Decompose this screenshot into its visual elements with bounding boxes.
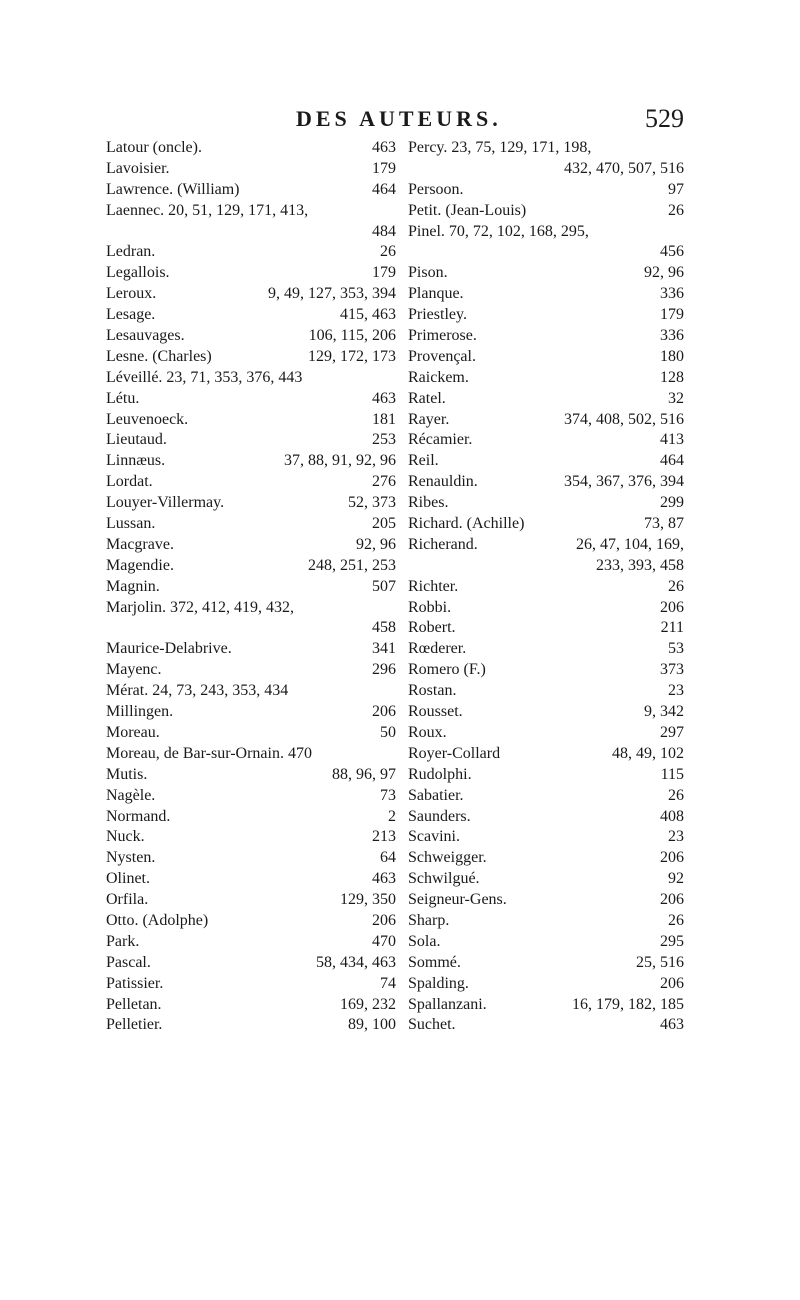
index-entry <box>106 577 396 598</box>
page-references: 37, 88, 91, 92, 96 <box>284 452 396 470</box>
author-name: Park. <box>106 932 140 950</box>
right-index-column <box>408 138 684 1036</box>
page-references: 23 <box>668 828 684 846</box>
page-references: 484 <box>372 222 396 240</box>
index-entry <box>408 639 684 660</box>
author-name: Magendie. <box>106 556 174 574</box>
author-name: Schweigger. <box>408 849 487 867</box>
author-name: Normand. <box>106 807 171 825</box>
page-references: 408 <box>660 807 684 825</box>
index-entry <box>106 410 396 431</box>
author-name: Otto. (Adolphe) <box>106 911 209 929</box>
author-name: Sommé. <box>408 953 461 971</box>
index-entry <box>106 807 396 828</box>
index-entry <box>106 514 396 535</box>
page-references: 432, 470, 507, 516 <box>564 159 684 177</box>
author-name: Pinel. 70, 72, 102, 168, 295, <box>408 222 589 240</box>
index-entry <box>106 953 396 974</box>
index-entry <box>106 138 396 159</box>
author-name: Schwilgué. <box>408 870 480 888</box>
author-name: Ledran. <box>106 243 156 261</box>
author-name: Moreau, de Bar-sur-Ornain. 470 <box>106 744 312 762</box>
page-references: 354, 367, 376, 394 <box>564 473 684 491</box>
index-entry <box>408 284 684 305</box>
author-name: Pascal. <box>106 953 151 971</box>
index-entry <box>106 639 396 660</box>
index-entry <box>106 326 396 347</box>
page-references: 32 <box>668 389 684 407</box>
page-references: 206 <box>660 598 684 616</box>
author-name: Lesne. (Charles) <box>106 347 212 365</box>
index-entry <box>408 472 684 493</box>
page-references: 181 <box>372 410 396 428</box>
page-references: 26, 47, 104, 169, <box>576 535 684 553</box>
author-name: Linnæus. <box>106 452 166 470</box>
author-name: Rœderer. <box>408 640 467 658</box>
author-name: Laennec. 20, 51, 129, 171, 413, <box>106 201 309 219</box>
page-references: 456 <box>660 243 684 261</box>
page-references: 48, 49, 102 <box>612 744 684 762</box>
index-entry <box>106 472 396 493</box>
index-entry <box>408 410 684 431</box>
page-references: 2 <box>388 807 396 825</box>
author-name: Léveillé. 23, 71, 353, 376, 443 <box>106 368 303 386</box>
page-references: 129, 172, 173 <box>308 347 396 365</box>
index-entry <box>408 263 684 284</box>
index-entry <box>106 347 396 368</box>
author-name: Reil. <box>408 452 439 470</box>
author-name: Mérat. 24, 73, 243, 353, 434 <box>106 682 289 700</box>
page-references: 92 <box>668 870 684 888</box>
index-entry <box>106 1015 396 1036</box>
index-entry <box>408 681 684 702</box>
index-entry <box>408 995 684 1016</box>
page-references: 463 <box>372 870 396 888</box>
index-entry <box>408 430 684 451</box>
author-name: Richter. <box>408 577 459 595</box>
index-entry <box>106 932 396 953</box>
index-entry <box>408 786 684 807</box>
author-name: Rousset. <box>408 703 463 721</box>
author-name: Lavoisier. <box>106 159 170 177</box>
author-name: Rostan. <box>408 682 457 700</box>
index-entry <box>106 180 396 201</box>
author-name: Leroux. <box>106 285 157 303</box>
index-entry <box>106 723 396 744</box>
index-entry <box>408 1015 684 1036</box>
author-name: Legallois. <box>106 264 170 282</box>
author-name: Lieutaud. <box>106 431 167 449</box>
author-name: Ribes. <box>408 494 449 512</box>
page-references: 26 <box>668 786 684 804</box>
author-name: Spallanzani. <box>408 995 487 1013</box>
index-entry <box>408 222 684 243</box>
index-entry <box>106 535 396 556</box>
page-references: 50 <box>380 723 396 741</box>
author-name: Rudolphi. <box>408 765 472 783</box>
page-references: 458 <box>372 619 396 637</box>
author-name: Romero (F.) <box>408 661 486 679</box>
page-references: 413 <box>660 431 684 449</box>
page-references: 374, 408, 502, 516 <box>564 410 684 428</box>
left-index-column <box>106 138 396 1036</box>
author-name: Récamier. <box>408 431 473 449</box>
index-entry <box>408 242 684 263</box>
index-entry <box>408 911 684 932</box>
page-references: 463 <box>660 1016 684 1034</box>
author-name: Royer-Collard <box>408 744 501 762</box>
index-entry <box>106 974 396 995</box>
author-name: Nagèle. <box>106 786 156 804</box>
index-entry <box>106 263 396 284</box>
page-references: 92, 96 <box>356 535 396 553</box>
index-entry <box>106 681 396 702</box>
author-name: Nuck. <box>106 828 145 846</box>
author-name: Patissier. <box>106 974 164 992</box>
author-name: Pelletan. <box>106 995 162 1013</box>
page-references: 129, 350 <box>340 891 396 909</box>
author-name: Ratel. <box>408 389 446 407</box>
page-references: 233, 393, 458 <box>596 556 684 574</box>
page-references: 74 <box>380 974 396 992</box>
index-entry <box>106 618 396 639</box>
index-entry <box>106 201 396 222</box>
author-name: Rayer. <box>408 410 450 428</box>
page-references: 205 <box>372 515 396 533</box>
author-name: Richard. (Achille) <box>408 515 525 533</box>
author-name: Robert. <box>408 619 456 637</box>
index-entry <box>106 493 396 514</box>
index-entry <box>408 493 684 514</box>
index-entry <box>106 911 396 932</box>
author-name: Millingen. <box>106 703 174 721</box>
page-references: 9, 342 <box>644 703 684 721</box>
author-name: Sharp. <box>408 911 450 929</box>
author-name: Orfila. <box>106 891 149 909</box>
index-entry <box>408 514 684 535</box>
index-entry <box>106 786 396 807</box>
author-name: Spalding. <box>408 974 469 992</box>
index-entry <box>408 451 684 472</box>
page-references: 470 <box>372 932 396 950</box>
author-name: Persoon. <box>408 180 464 198</box>
index-entry <box>408 535 684 556</box>
author-name: Latour (oncle). <box>106 139 202 156</box>
index-entry <box>408 326 684 347</box>
page-references: 211 <box>660 619 684 637</box>
index-entry <box>106 827 396 848</box>
index-entry <box>106 660 396 681</box>
author-name: Nysten. <box>106 849 156 867</box>
index-entry <box>106 890 396 911</box>
page-references: 463 <box>372 389 396 407</box>
index-entry <box>106 451 396 472</box>
page-references: 9, 49, 127, 353, 394 <box>268 285 396 303</box>
page-references: 206 <box>660 849 684 867</box>
page-references: 415, 463 <box>340 306 396 324</box>
page-references: 97 <box>668 180 684 198</box>
index-entry <box>408 618 684 639</box>
index-entry <box>408 138 684 159</box>
page-references: 213 <box>372 828 396 846</box>
page-references: 179 <box>660 306 684 324</box>
index-entry <box>408 744 684 765</box>
page-references: 73 <box>380 786 396 804</box>
author-name: Primerose. <box>408 327 477 345</box>
author-name: Lesauvages. <box>106 327 185 345</box>
author-name: Létu. <box>106 389 140 407</box>
index-entry <box>106 284 396 305</box>
page-references: 25, 516 <box>636 953 684 971</box>
page-references: 53 <box>668 640 684 658</box>
author-name: Priestley. <box>408 306 467 324</box>
author-name: Percy. 23, 75, 129, 171, 198, <box>408 139 592 156</box>
author-name: Leuvenoeck. <box>106 410 189 428</box>
index-entry <box>408 598 684 619</box>
page-references: 115 <box>660 765 684 783</box>
author-name: Suchet. <box>408 1016 456 1034</box>
author-name: Macgrave. <box>106 535 174 553</box>
running-head: DES AUTEURS. <box>296 106 502 131</box>
page-references: 463 <box>372 139 396 156</box>
index-entry <box>408 827 684 848</box>
page-references: 373 <box>660 661 684 679</box>
author-name: Marjolin. 372, 412, 419, 432, <box>106 598 294 616</box>
author-name: Sabatier. <box>408 786 464 804</box>
index-entry <box>106 305 396 326</box>
page-references: 179 <box>372 159 396 177</box>
author-name: Scavini. <box>408 828 460 846</box>
index-entry <box>106 159 396 180</box>
author-name: Petit. (Jean-Louis) <box>408 201 527 219</box>
index-entry <box>408 765 684 786</box>
author-name: Sola. <box>408 932 441 950</box>
author-name: Renauldin. <box>408 473 478 491</box>
author-name: Robbi. <box>408 598 452 616</box>
index-entry <box>106 744 396 765</box>
index-entry <box>408 890 684 911</box>
index-entry <box>408 974 684 995</box>
author-name: Planque. <box>408 285 464 303</box>
page-references: 276 <box>372 473 396 491</box>
author-name: Pelletier. <box>106 1016 163 1034</box>
page-references: 206 <box>660 891 684 909</box>
index-entry <box>106 242 396 263</box>
index-entry <box>106 848 396 869</box>
page-number: 529 <box>645 104 684 133</box>
index-entry <box>106 389 396 410</box>
page-references: 73, 87 <box>644 515 684 533</box>
page-references: 26 <box>668 911 684 929</box>
page-references: 169, 232 <box>340 995 396 1013</box>
page-references: 26 <box>668 201 684 219</box>
page-references: 180 <box>660 347 684 365</box>
page-references: 206 <box>660 974 684 992</box>
author-name: Richerand. <box>408 535 478 553</box>
page-references: 295 <box>660 932 684 950</box>
index-entry <box>106 702 396 723</box>
author-name: Provençal. <box>408 347 476 365</box>
index-entry <box>408 347 684 368</box>
page-references: 464 <box>372 180 396 198</box>
page-references: 52, 373 <box>348 494 396 512</box>
index-entry <box>106 556 396 577</box>
page-references: 297 <box>660 723 684 741</box>
author-name: Pison. <box>408 264 448 282</box>
author-name: Magnin. <box>106 577 160 595</box>
author-name: Louyer-Villermay. <box>106 494 225 512</box>
page-references: 341 <box>372 640 396 658</box>
author-name: Lussan. <box>106 515 156 533</box>
index-entry <box>408 723 684 744</box>
page-references: 64 <box>380 849 396 867</box>
page-references: 106, 115, 206 <box>308 327 396 345</box>
index-entry <box>408 932 684 953</box>
index-entry <box>106 869 396 890</box>
page-references: 26 <box>380 243 396 261</box>
author-name: Lordat. <box>106 473 153 491</box>
page-references: 89, 100 <box>348 1016 396 1034</box>
index-entry <box>408 389 684 410</box>
index-entry <box>408 305 684 326</box>
index-entry <box>408 577 684 598</box>
author-name: Saunders. <box>408 807 471 825</box>
index-entry <box>106 765 396 786</box>
author-name: Mutis. <box>106 765 148 783</box>
page-references: 248, 251, 253 <box>308 556 396 574</box>
author-name: Roux. <box>408 723 447 741</box>
page-references: 296 <box>372 661 396 679</box>
author-name: Raickem. <box>408 368 469 386</box>
page-references: 507 <box>372 577 396 595</box>
index-entry <box>408 201 684 222</box>
index-entry <box>408 368 684 389</box>
page-references: 464 <box>660 452 684 470</box>
page-references: 336 <box>660 327 684 345</box>
page-references: 299 <box>660 494 684 512</box>
page-references: 58, 434, 463 <box>316 953 396 971</box>
page-references: 206 <box>372 911 396 929</box>
index-entry <box>408 180 684 201</box>
index-entry <box>408 702 684 723</box>
author-name: Lesage. <box>106 306 156 324</box>
page-references: 179 <box>372 264 396 282</box>
page-references: 88, 96, 97 <box>332 765 396 783</box>
index-entry <box>106 222 396 243</box>
author-name: Maurice-Delabrive. <box>106 640 232 658</box>
index-entry <box>106 995 396 1016</box>
page-references: 253 <box>372 431 396 449</box>
page-references: 92, 96 <box>644 264 684 282</box>
page-references: 26 <box>668 577 684 595</box>
index-entry <box>106 598 396 619</box>
page-references: 23 <box>668 682 684 700</box>
index-entry <box>106 430 396 451</box>
index-entry <box>408 848 684 869</box>
author-name: Seigneur-Gens. <box>408 891 507 909</box>
page-references: 336 <box>660 285 684 303</box>
index-entry <box>106 368 396 389</box>
author-name: Mayenc. <box>106 661 162 679</box>
index-entry <box>408 869 684 890</box>
index-entry <box>408 556 684 577</box>
author-name: Olinet. <box>106 870 150 888</box>
page-references: 206 <box>372 703 396 721</box>
page-references: 128 <box>660 368 684 386</box>
index-entry <box>408 159 684 180</box>
author-name: Moreau. <box>106 723 160 741</box>
index-entry <box>408 807 684 828</box>
page-references: 16, 179, 182, 185 <box>572 995 684 1013</box>
author-name: Lawrence. (William) <box>106 180 240 198</box>
index-entry <box>408 953 684 974</box>
index-entry <box>408 660 684 681</box>
